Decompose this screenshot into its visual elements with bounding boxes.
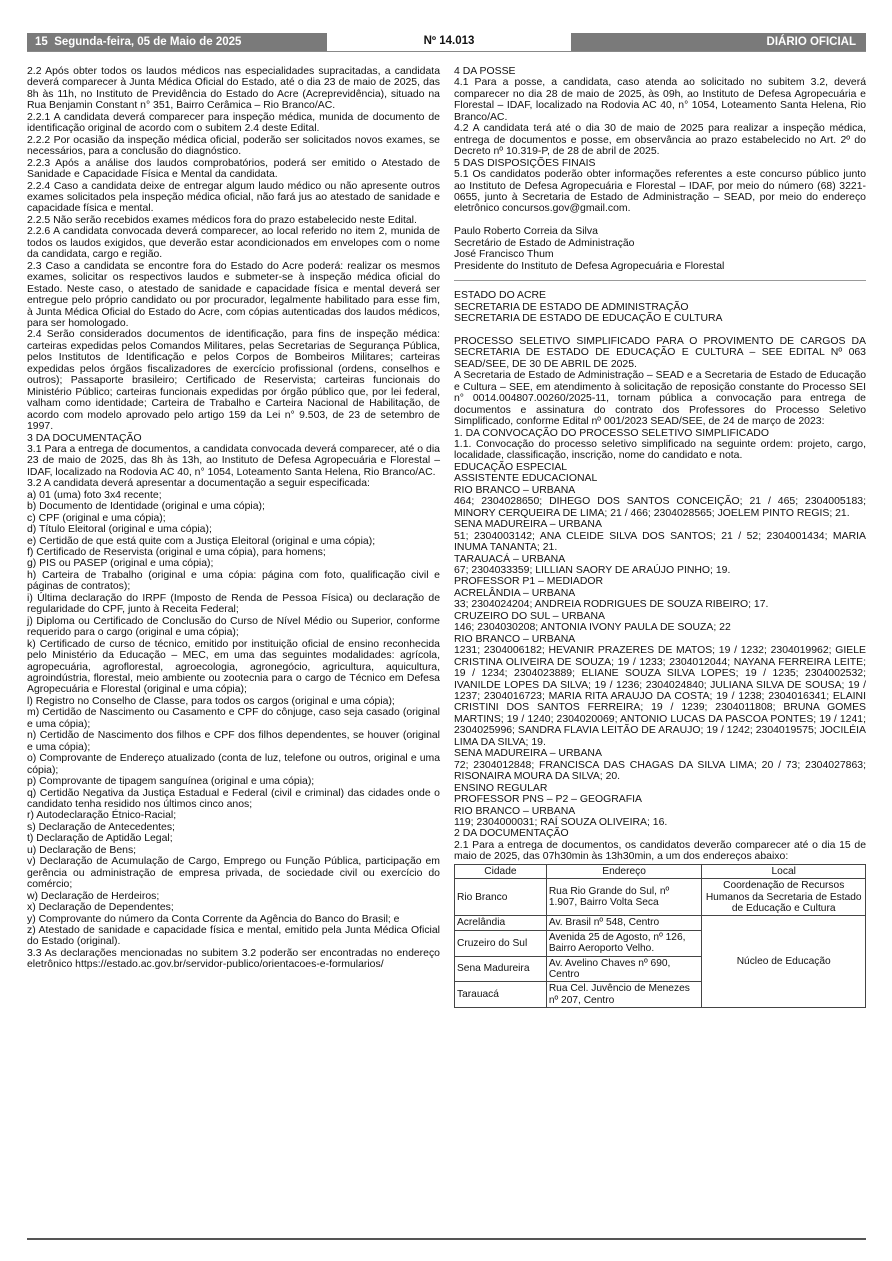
category-heading: EDUCAÇÃO ESPECIAL <box>454 461 568 473</box>
paragraph: 2.2.3 Após a análise dos laudos comprobatórios, poderá ser emitido o Atestado de Sanidade e Capacidade Física e Mental da candidata. <box>27 157 440 181</box>
header-date: Segunda-feira, 05 de Maio de 2025 <box>54 36 242 48</box>
address-table <box>454 864 866 1008</box>
page-number: 15 <box>35 36 48 48</box>
signature-title: Presidente do Instituto de Defesa Agropecuária e Florestal <box>454 260 725 272</box>
page-header <box>27 33 866 51</box>
paragraph: 3.2 A candidata deverá apresentar a documentação a seguir especificada: <box>27 478 370 490</box>
table-row <box>455 916 866 930</box>
list-item: r) Autodeclaração Étnico-Racial; <box>27 810 177 822</box>
cell-address: Avenida 25 de Agosto, nº 126, Bairro Aeroporto Velho. <box>546 930 702 956</box>
cell-city: Acrelândia <box>455 916 547 930</box>
column-header-local: Local <box>702 864 866 878</box>
role-heading: PROFESSOR PNS – P2 – GEOGRAFIA <box>454 794 642 806</box>
candidate-list: 1231; 2304006182; HEVANIR PRAZERES DE MATOS; 19 / 1232; 2304019962; GIELE CRISTINA OLIVEIRA DE SOUZA; 19 / 1233; 2304012044; NAYANA FERREIRA LEITE; 19 / 1234; 2304023889; ELIANE SOUZA SILVA LOPES; 19 / 1235; 2304002532; IVANILDE LOPES DA SILVA; 19 / 1236; 2304024840; JULIANA SILVA DE SOUSA; 19 / 1237; 2304016723; MARIA RITA ARAUJO DA COSTA; 19 / 1238; 2304016341; ELAINI CRISTINI DOS SANTOS FERREIRA; 19 / 1239; 2304011808; BRUNA GOMES MARTINS; 19 / 1240; 2304020069; ANTONIO LUCAS DA PASCOA PONTES; 19 / 1241; 2304025996; SANDRA FLAVIA LEITÃO DE ARAUJO; 19 / 1242; 2304019575; JOCILÉIA LIMA DA SILVA; 19. <box>454 645 866 748</box>
list-item: i) Última declaração do IRPF (Imposto de Renda de Pessoa Física) ou declaração de regularidade do CPF, junto à Receita Federal; <box>27 592 440 616</box>
left-column <box>27 66 440 971</box>
list-item: c) CPF (original e uma cópia); <box>27 512 166 524</box>
paragraph: 2.2.1 A candidata deverá comparecer para inspeção médica, munida de documento de identificação original de acordo com o subitem 2.4 deste Edital. <box>27 111 440 135</box>
cell-city: Rio Branco <box>455 879 547 916</box>
list-item: j) Diploma ou Certificado de Conclusão do Curso de Nível Médio ou Superior, conforme requerido para o cargo (original e uma cópia); <box>27 615 440 639</box>
locality-heading: TARAUACÁ – URBANA <box>454 553 566 565</box>
candidate-list: 67; 2304033359; LILLIAN SAORY DE ARAÚJO PINHO; 19. <box>454 565 731 576</box>
paragraph: 2.2.4 Caso a candidata deixe de entregar algum laudo médico ou não apresente outros exames solicitados pela inspeção médica oficial, não fará jus ao atestado de sanidade e capacidade física e mental. <box>27 180 440 215</box>
section-heading: 4 DA POSSE <box>454 66 516 77</box>
list-item: u) Declaração de Bens; <box>27 844 137 856</box>
table-row <box>455 879 866 916</box>
cell-local-shared: Núcleo de Educação <box>702 916 866 1008</box>
section-divider <box>454 280 866 281</box>
paragraph: 4.1 Para a posse, a candidata, caso atenda ao solicitado no subitem 3.2, deverá comparecer no dia 28 de maio de 2025, às 09h, ao Instituto de Defesa Agropecuária e Florestal – IDAF, localizado na Rodovia AC 40, n° 1054, Loteamento Santa Helena, Rio Branco/AC. <box>454 77 866 123</box>
paragraph: A Secretaria de Estado de Administração – SEAD e a Secretaria de Estado de Educação e Cultura – SEE, em atendimento à solicitação de reposição constante do Processo SEI n° 0014.004807.00260/2025-11, tornam pública a convocação para entrega de documentos e assinatura do contrato dos Professores do Processo Seletivo Simplificado, conforme Edital nº 001/2023 SEAD/SEE, de 24 de março de 2023: <box>454 370 866 428</box>
org-header-line: ESTADO DO ACRE <box>454 290 547 302</box>
list-item: m) Certidão de Nascimento ou Casamento e CPF do cônjuge, caso seja casado (original e uma cópia); <box>27 707 440 730</box>
role-heading: ASSISTENTE EDUCACIONAL <box>454 473 598 485</box>
list-item: t) Declaração de Aptidão Legal; <box>27 833 173 845</box>
candidate-list: 72; 2304012848; FRANCISCA DAS CHAGAS DA SILVA LIMA; 20 / 73; 2304027863; RISONAIRA MOURA DA SILVA; 20. <box>454 759 866 783</box>
section-heading: 5 DAS DISPOSIÇÕES FINAIS <box>454 157 596 169</box>
list-item: v) Declaração de Acumulação de Cargo, Emprego ou Função Pública, participação em gerência ou administração de empresa privada, de sociedade civil ou exercício do comércio; <box>27 856 440 891</box>
column-header-city: Cidade <box>455 864 547 878</box>
footer-rule <box>27 1238 866 1240</box>
section-heading: 1. DA CONVOCAÇÃO DO PROCESSO SELETIVO SIMPLIFICADO <box>454 427 769 439</box>
paragraph: 1.1. Convocação do processo seletivo simplificado na seguinte ordem: projeto, cargo, localidade, classificação, inscrição, nome do candidato e nota. <box>454 439 866 462</box>
org-header-line: SECRETARIA DE ESTADO DE EDUCAÇÃO E CULTURA <box>454 313 723 325</box>
right-column <box>454 66 866 1008</box>
publication-title: DIÁRIO OFICIAL <box>571 33 866 51</box>
locality-heading: SENA MADUREIRA – URBANA <box>454 748 602 760</box>
cell-city: Tarauacá <box>455 982 547 1008</box>
signature-name: Paulo Roberto Correia da Silva <box>454 226 598 238</box>
org-header-line: SECRETARIA DE ESTADO DE ADMINISTRAÇÃO <box>454 301 689 313</box>
list-item: s) Declaração de Antecedentes; <box>27 821 175 833</box>
section-heading: 3 DA DOCUMENTAÇÃO <box>27 432 142 444</box>
paragraph: 2.4 Serão considerados documentos de identificação, para fins de inspeção médica: carteiras expedidas pelos Comandos Militares, pelas Secretarias de Segurança Pública, pelos Institutos de Identificação e pelos Corpos de Bombeiros Militares; carteiras expedidas pelos órgãos fiscalizadores de exercício profissional (ordens, conselhos e outros); Passaporte brasileiro; Certificado de Reservista; carteiras funcionais do Ministério Público; carteiras funcionais expedidas por órgão público que, por lei federal, valham como identidade; Carteira de Trabalho e Carteira Nacional de Habilitação, de acordo com modelo aprovado pelo artigo 159 da Lei n° 9.503, de 23 de setembro de 1997. <box>27 329 440 433</box>
category-heading: ENSINO REGULAR <box>454 782 548 794</box>
paragraph: 3.1 Para a entrega de documentos, a candidata convocada deverá comparecer, até o dia 23 de maio de 2025, das 8h às 13h, ao Instituto de Defesa Agropecuária e Florestal – IDAF, localizado na Rodovia AC 40, n° 1054, Loteamento Santa Helena, Rio Branco/AC. <box>27 443 440 478</box>
list-item: a) 01 (uma) foto 3x4 recente; <box>27 489 162 501</box>
signature-name: José Francisco Thum <box>454 249 554 261</box>
edital-title: PROCESSO SELETIVO SIMPLIFICADO PARA O PROVIMENTO DE CARGOS DA SECRETARIA DE ESTADO DE EDUCAÇÃO E CULTURA – SEE EDITAL Nº 063 SEAD/SEE, DE 30 DE ABRIL DE 2025. <box>454 335 866 370</box>
locality-heading: ACRELÂNDIA – URBANA <box>454 587 576 599</box>
role-heading: PROFESSOR P1 – MEDIADOR <box>454 576 604 588</box>
cell-local: Coordenação de Recursos Humanos da Secretaria de Estado de Educação e Cultura <box>702 879 866 916</box>
locality-heading: RIO BRANCO – URBANA <box>454 484 576 496</box>
paragraph: 4.2 A candidata terá até o dia 30 de maio de 2025 para realizar a inspeção médica, entrega de documentos e posse, em observância ao prazo estabelecido no Art. 2º do Decreto nº 10.319-P, de 28 de abril de 2025. <box>454 123 866 158</box>
paragraph: 5.1 Os candidatos poderão obter informações referentes a este concurso público junto ao Instituto de Defesa Agropecuária e Florestal – IDAF, por meio do número (68) 3221-0655, junto à Secretaria de Estado de Administração – SEAD, por meio do endereço eletrônico concursos.gov@gmail.com. <box>454 169 866 215</box>
paragraph: 2.2.5 Não serão recebidos exames médicos fora do prazo estabelecido neste Edital. <box>27 214 417 226</box>
candidate-list: 33; 2304024204; ANDREIA RODRIGUES DE SOUZA RIBEIRO; 17. <box>454 599 769 611</box>
list-item: e) Certidão de que está quite com a Justiça Eleitoral (original e uma cópia); <box>27 535 376 547</box>
list-item: p) Comprovante de tipagem sanguínea (original e uma cópia); <box>27 776 315 788</box>
list-item: y) Comprovante do número da Conta Corrente da Agência do Banco do Brasil; e <box>27 913 400 925</box>
column-header-address: Endereço <box>546 864 702 878</box>
list-item: z) Atestado de sanidade e capacidade física e mental, emitido pela Junta Médica Oficial do Estado (original). <box>27 924 440 948</box>
list-item: k) Certificado de curso de técnico, emitido por instituição oficial de ensino reconhecida pelo Ministério da Educação – MEC, em uma das seguintes modalidades: agrícola, agropecuária, agroflorestal, agroecologia, agronegócio, agricultura, aquicultura, agroindústria, florestal, meio ambiente ou zootecnia para o cargo de Técnico em Defesa Agropecuária e Florestal (original e uma cópia); <box>27 638 440 696</box>
list-item: g) PIS ou PASEP (original e uma cópia); <box>27 558 214 570</box>
list-item: q) Certidão Negativa da Justiça Estadual e Federal (civil e criminal) das cidades onde o candidato tenha residido nos últimos cinco anos; <box>27 787 440 810</box>
list-item: h) Carteira de Trabalho (original e uma cópia: página com foto, qualificação civil e páginas de contratos); <box>27 569 440 593</box>
locality-heading: CRUZEIRO DO SUL – URBANA <box>454 610 605 622</box>
cell-address: Rua Rio Grande do Sul, nº 1.907, Bairro Volta Seca <box>546 879 702 916</box>
table-header-row <box>455 864 866 878</box>
locality-heading: SENA MADUREIRA – URBANA <box>454 519 602 531</box>
section-heading: 2 DA DOCUMENTAÇÃO <box>454 828 569 840</box>
list-item: b) Documento de Identidade (original e uma cópia); <box>27 501 265 513</box>
list-item: f) Certificado de Reservista (original e uma cópia), para homens; <box>27 547 326 559</box>
issue-number: Nº 14.013 <box>349 33 549 51</box>
header-rule <box>27 51 866 52</box>
paragraph: 2.3 Caso a candidata se encontre fora do Estado do Acre poderá: realizar os mesmos exames, solicitar os respectivos laudos e submeter-se à inspeção médica oficial do Estado. Neste caso, o atestado de sanidade e capacidade física e mental deverá ser entregue pelo próprio candidato ou por procurador, legalmente habilitado para esse fim, à Junta Médica Oficial do Estado do Acre, com cópias autenticadas dos laudos médicos, para ser homologado. <box>27 260 440 329</box>
cell-city: Sena Madureira <box>455 956 547 982</box>
cell-address: Av. Brasil nº 548, Centro <box>546 916 702 930</box>
list-item: o) Comprovante de Endereço atualizado (conta de luz, telefone ou outros, original e uma cópia); <box>27 753 440 776</box>
cell-city: Cruzeiro do Sul <box>455 930 547 956</box>
list-item: 3.3 As declarações mencionadas no subitem 3.2 poderão ser encontradas no endereço eletrônico https://estado.ac.gov.br/servidor-publico/orientacoes-e-formularios/ <box>27 947 440 971</box>
paragraph: 2.2 Após obter todos os laudos médicos nas especialidades supracitadas, a candidata deverá comparecer à Junta Médica Oficial do Estado, até o dia 23 de maio de 2025, das 8h às 11h, no Instituto de Previdência do Estado do Acre (Acreprevidência), situado na Rua Benjamin Constant n° 351, Bairro Cerâmica – Rio Branco/AC. <box>27 66 440 112</box>
candidate-list: 464; 2304028650; DIHEGO DOS SANTOS CONCEIÇÃO; 21 / 465; 2304005183; MINORY CERQUEIRA DE LIMA; 21 / 466; 2304028565; JOELEM PINTO REGIS; 21. <box>454 496 866 519</box>
list-item: l) Registro no Conselho de Classe, para todos os cargos (original e uma cópia); <box>27 695 395 707</box>
list-item: w) Declaração de Herdeiros; <box>27 890 160 902</box>
candidate-list: 51; 2304003142; ANA CLEIDE SILVA DOS SANTOS; 21 / 52; 2304001434; MARIA INUMA TANANTA; 21. <box>454 530 866 554</box>
cell-address: Rua Cel. Juvêncio de Menezes nº 207, Centro <box>546 982 702 1008</box>
locality-heading: RIO BRANCO – URBANA <box>454 633 576 645</box>
candidate-list: 146; 2304030208; ANTONIA IVONY PAULA DE SOUZA; 22 <box>454 622 731 634</box>
list-item: d) Título Eleitoral (original e uma cópia); <box>27 524 212 536</box>
list-item: n) Certidão de Nascimento dos filhos e CPF dos filhos dependentes, se houver (original e uma cópia); <box>27 730 440 753</box>
header-left-bar <box>27 33 327 51</box>
candidate-list: 119; 2304000031; RAÍ SOUZA OLIVEIRA; 16. <box>454 816 668 828</box>
signature-title: Secretário de Estado de Administração <box>454 237 635 249</box>
paragraph: 2.1 Para a entrega de documentos, os candidatos deverão comparecer até o dia 15 de maio de 2025, das 07h30min às 13h30min, a um dos endereços abaixo: <box>454 839 866 863</box>
list-item: x) Declaração de Dependentes; <box>27 902 174 914</box>
paragraph: 2.2.2 Por ocasião da inspeção médica oficial, poderão ser solicitados novos exames, se necessários, para a conclusão do diagnóstico. <box>27 134 440 158</box>
cell-address: Av. Avelino Chaves nº 690, Centro <box>546 956 702 982</box>
paragraph: 2.2.6 A candidata convocada deverá comparecer, ao local referido no item 2, munida de todos os laudos exigidos, que deverão estar acondicionados em envelopes com o nome da candidata, cargo e região. <box>27 226 440 261</box>
locality-heading: RIO BRANCO – URBANA <box>454 805 576 817</box>
